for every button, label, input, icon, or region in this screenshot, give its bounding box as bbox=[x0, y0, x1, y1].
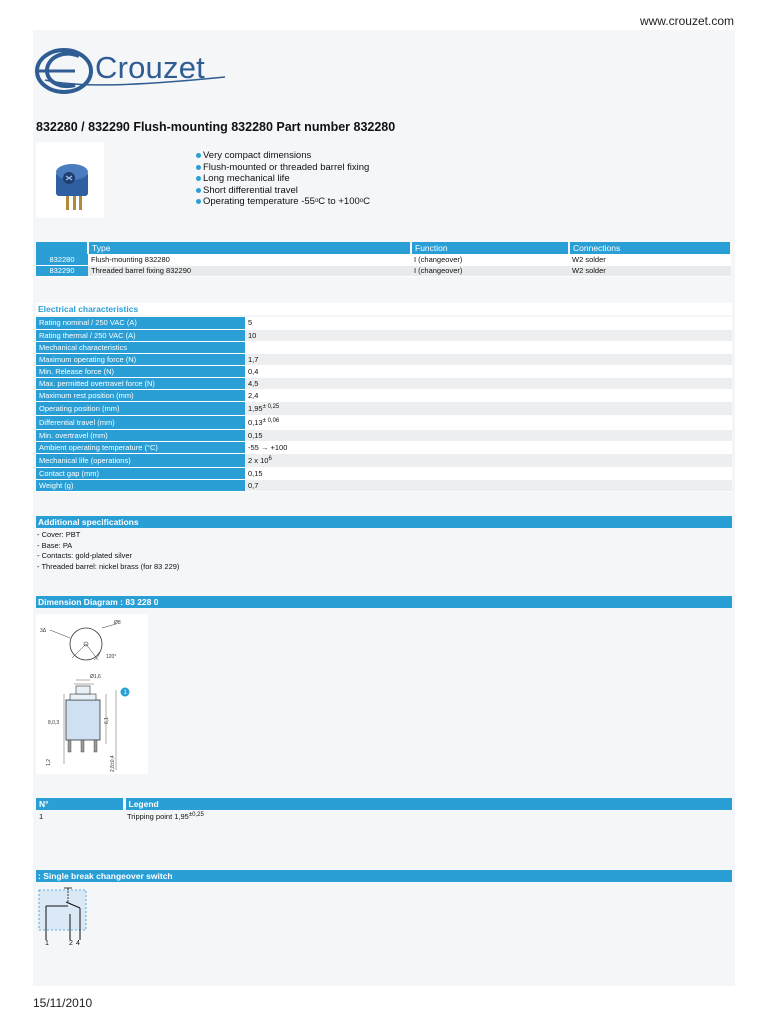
table-row bbox=[36, 389, 732, 401]
feature-item: Very compact dimensions bbox=[196, 150, 370, 162]
function-header: Function bbox=[411, 242, 569, 254]
spec-label: Min. overtravel (mm) bbox=[36, 429, 245, 441]
table-row bbox=[36, 401, 732, 415]
switch-schematic bbox=[36, 884, 91, 946]
connections-cell: W2 solder bbox=[569, 265, 731, 277]
dim-label: 2,8±0,4 bbox=[110, 755, 116, 772]
switch-section-title: : Single break changeover switch bbox=[36, 870, 732, 882]
table-row bbox=[36, 429, 732, 441]
spec-value: $1,95^{\pm 0,25}$ bbox=[245, 401, 732, 415]
type-cell: Threaded barrel fixing 832290 bbox=[88, 265, 411, 277]
spec-label: Maximum rest position (mm) bbox=[36, 389, 245, 401]
table-row bbox=[36, 810, 732, 823]
feature-item: Short differential travel bbox=[196, 185, 370, 197]
spec-value: 2,4 bbox=[245, 389, 732, 401]
table-row bbox=[36, 441, 732, 453]
function-cell: I (changeover) bbox=[411, 254, 569, 266]
spec-label: Maximum operating force (N) bbox=[36, 353, 245, 365]
spec-value: -55 → +100 bbox=[245, 441, 732, 453]
legend-header bbox=[36, 798, 732, 810]
page-title: 832280 / 832290 Flush-mounting 832280 Part number 832280 bbox=[36, 120, 396, 134]
logo-wordmark: Crouzet bbox=[95, 50, 205, 85]
spec-label: Min. Release force (N) bbox=[36, 365, 245, 377]
spec-value: 0,15 bbox=[245, 467, 732, 479]
spec-label: Differential travel (mm) bbox=[36, 415, 245, 429]
spec-value: 2 x $10^6$ bbox=[245, 453, 732, 467]
dimension-section-title: Dimension Diagram : 83 228 0 bbox=[36, 596, 732, 608]
spec-line: - Base: PA bbox=[37, 540, 73, 550]
table-row bbox=[36, 415, 732, 429]
table-row bbox=[36, 254, 731, 266]
ref-header bbox=[36, 242, 88, 254]
product-photo bbox=[36, 142, 104, 218]
electrical-table bbox=[36, 317, 732, 492]
type-table-header bbox=[36, 242, 731, 254]
no-header: N° bbox=[36, 798, 124, 810]
table-row bbox=[36, 265, 731, 277]
spec-value bbox=[245, 341, 732, 353]
dim-label: 6,1 bbox=[104, 717, 110, 724]
spec-value: 1,7 bbox=[245, 353, 732, 365]
spec-label: Rating nominal / 250 VAC (A) bbox=[36, 317, 245, 329]
spec-label: Rating thermal / 250 VAC (A) bbox=[36, 329, 245, 341]
pin-label: 4 bbox=[76, 940, 80, 946]
feature-list bbox=[196, 150, 370, 208]
crouzet-logo bbox=[35, 40, 235, 100]
pin-label: 1 bbox=[45, 940, 49, 946]
feature-item: Long mechanical life bbox=[196, 173, 370, 185]
spec-label: Ambient operating temperature (°C) bbox=[36, 441, 245, 453]
connections-cell: W2 solder bbox=[569, 254, 731, 266]
spec-value: 0,7 bbox=[245, 479, 732, 491]
feature-item: Flush-mounted or threaded barrel fixing bbox=[196, 162, 370, 174]
spec-label: Max. permitted overtravel force (N) bbox=[36, 377, 245, 389]
part-ref[interactable]: 832290 bbox=[36, 265, 88, 277]
angle-label: 120° bbox=[106, 654, 117, 660]
spec-line: - Threaded barrel: nickel brass (for 83 229) bbox=[37, 561, 180, 571]
type-cell: Flush-mounting 832280 bbox=[88, 254, 411, 266]
table-row bbox=[36, 341, 732, 353]
legend-no: 1 bbox=[39, 812, 44, 821]
table-row bbox=[36, 329, 732, 341]
spec-value: 4,5 bbox=[245, 377, 732, 389]
table-row bbox=[36, 377, 732, 389]
dimension-diagram bbox=[36, 614, 148, 774]
pin-label: 2 bbox=[69, 940, 73, 946]
table-row bbox=[36, 479, 732, 491]
bullet-icon bbox=[196, 176, 201, 181]
spec-line: - Cover: PBT bbox=[37, 530, 81, 539]
marker-label: 1 bbox=[123, 690, 127, 696]
bullet-icon bbox=[196, 153, 201, 158]
dim-label: 8,0,3 bbox=[48, 720, 60, 726]
legend-table bbox=[36, 798, 732, 823]
chamfer-label: 3Δ bbox=[40, 628, 47, 634]
legend-header-label: Legend bbox=[124, 798, 732, 810]
table-row bbox=[36, 317, 732, 329]
spec-value: 0,15 bbox=[245, 429, 732, 441]
dim-label: Ø1,6 bbox=[90, 674, 101, 680]
footer-date: 15/11/2010 bbox=[33, 996, 93, 1010]
spec-label: Contact gap (mm) bbox=[36, 467, 245, 479]
connections-header: Connections bbox=[569, 242, 731, 254]
spec-value: 0,4 bbox=[245, 365, 732, 377]
electrical-section-title: Electrical characteristics bbox=[36, 303, 732, 315]
spec-label: Mechanical life (operations) bbox=[36, 453, 245, 467]
dim-label: 1,2 bbox=[46, 759, 52, 766]
bullet-icon bbox=[196, 199, 201, 204]
type-header: Type bbox=[88, 242, 411, 254]
part-ref[interactable]: 832280 bbox=[36, 254, 88, 266]
table-row bbox=[36, 353, 732, 365]
dia-label: Ø8 bbox=[114, 620, 121, 626]
website-url[interactable]: www.crouzet.com bbox=[639, 14, 734, 28]
feature-item-temperature: Operating temperature -55 o C to +100 o C bbox=[196, 196, 370, 208]
table-row bbox=[36, 365, 732, 377]
type-table bbox=[36, 242, 732, 277]
additional-section-title: Additional specifications bbox=[36, 516, 732, 528]
spec-value: 10 bbox=[245, 329, 732, 341]
spec-value: $0,13^{\pm 0,06}$ bbox=[245, 415, 732, 429]
spec-label: Mechanical characteristics bbox=[36, 341, 245, 353]
spec-label: Weight (g) bbox=[36, 479, 245, 491]
table-row bbox=[36, 453, 732, 467]
spec-label: Operating position (mm) bbox=[36, 401, 245, 415]
legend-text: Tripping point $1,95^{\pm 0,25}$ bbox=[127, 812, 204, 821]
bullet-icon bbox=[196, 165, 201, 170]
additional-specs bbox=[37, 530, 179, 572]
bullet-icon bbox=[196, 188, 201, 193]
datasheet-page bbox=[33, 30, 735, 986]
function-cell: I (changeover) bbox=[411, 265, 569, 277]
table-row bbox=[36, 467, 732, 479]
spec-value: 5 bbox=[245, 317, 732, 329]
spec-line: - Contacts: gold-plated silver bbox=[37, 551, 133, 560]
